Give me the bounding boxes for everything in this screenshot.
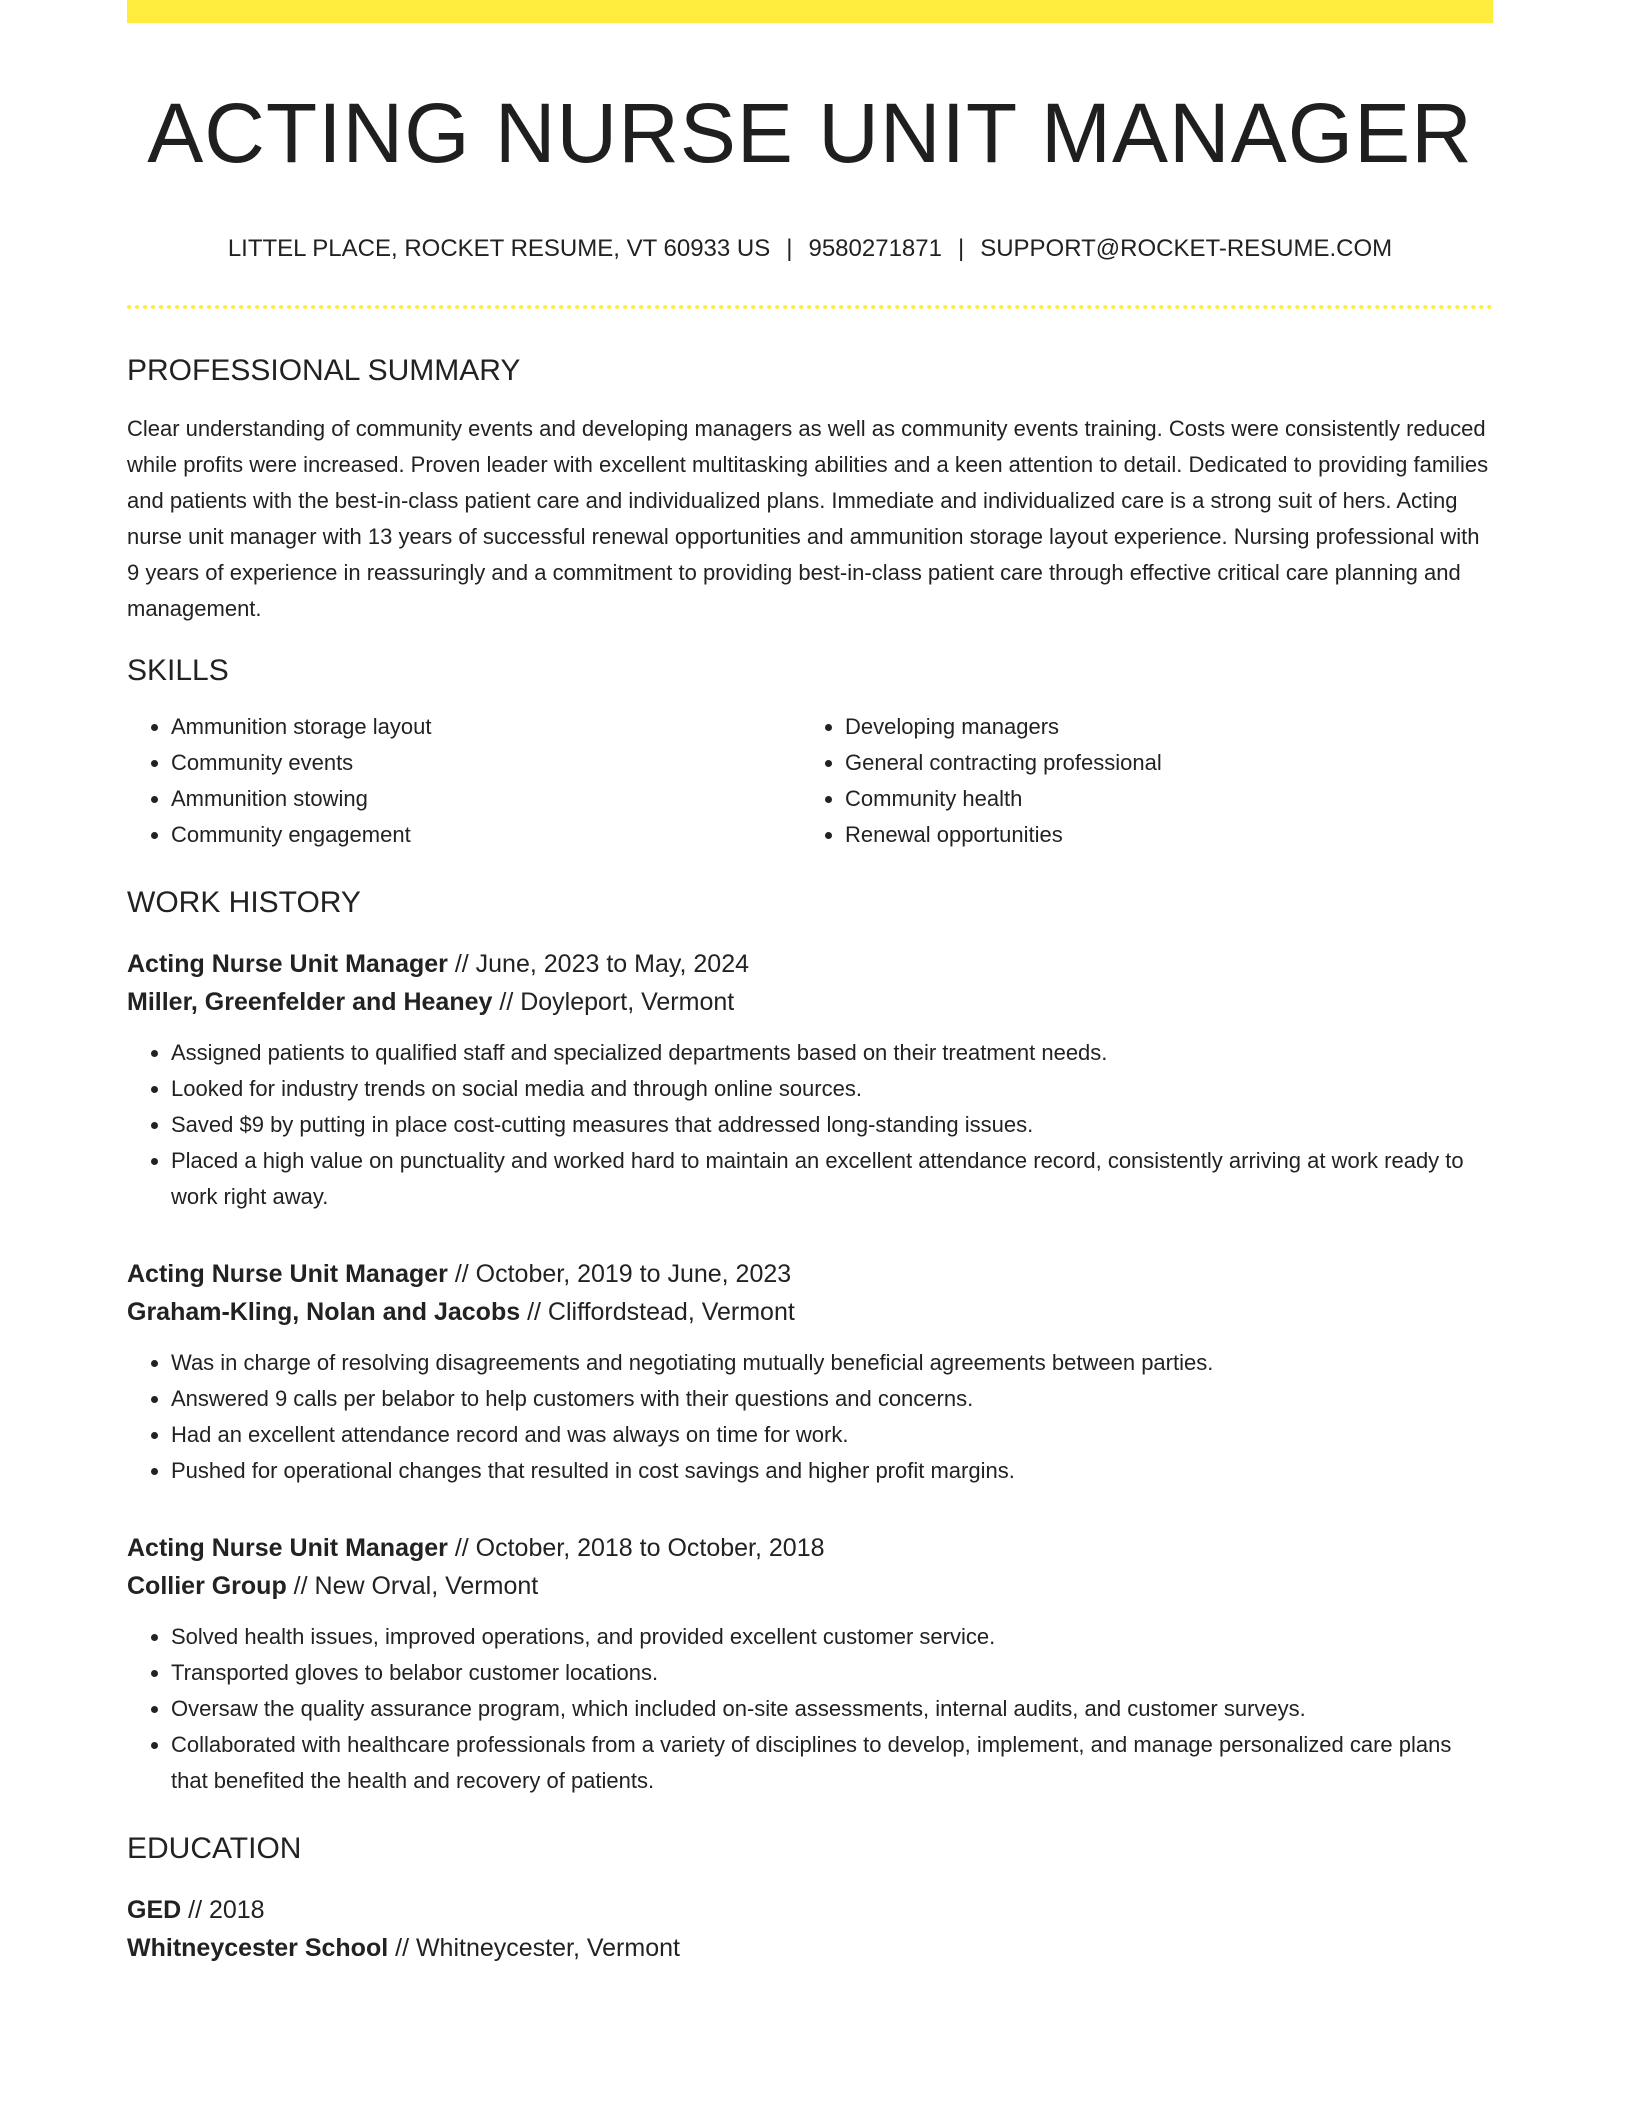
- skills-list: [127, 709, 1493, 853]
- job-bullet: • Pushed for operational changes that resulted in cost savings and higher profit margins.: [171, 1453, 1493, 1489]
- job-company-line: [127, 983, 1493, 1021]
- job-bullet: • Saved $9 by putting in place cost-cutting measures that addressed long-standing issues.: [171, 1107, 1493, 1143]
- job-entry: [127, 1255, 1493, 1489]
- job-company-line: [127, 1567, 1493, 1605]
- resume-name: ACTING NURSE UNIT MANAGER: [147, 86, 1473, 180]
- education-school-line: [127, 1929, 1493, 1967]
- skill-item: • General contracting professional: [845, 745, 1475, 781]
- job-bullet: • Was in charge of resolving disagreements and negotiating mutually beneficial agreements between parties.: [171, 1345, 1493, 1381]
- education-location: // Whitneycester, Vermont: [388, 1934, 680, 1962]
- job-location: // Doyleport, Vermont: [492, 988, 735, 1016]
- job-role: Acting Nurse Unit Manager: [127, 1260, 448, 1288]
- education-school: Whitneycester School: [127, 1934, 389, 1962]
- skill-item: • Community engagement: [171, 817, 801, 853]
- job-company: Collier Group: [127, 1572, 287, 1600]
- job-bullets: [127, 1619, 1493, 1799]
- job-location: // New Orval, Vermont: [286, 1572, 539, 1600]
- job-bullets: [127, 1345, 1493, 1489]
- contact-separator: |: [786, 235, 793, 262]
- job-bullet: • Transported gloves to belabor customer locations.: [171, 1655, 1493, 1691]
- contact-separator: |: [957, 235, 965, 262]
- header-divider: [127, 305, 1493, 309]
- education-degree-line: [127, 1891, 1493, 1929]
- work-history-heading: WORK HISTORY: [127, 886, 361, 919]
- skill-item: • Ammunition stowing: [171, 781, 801, 817]
- education-year: // 2018: [181, 1896, 265, 1924]
- contact-email: SUPPORT@ROCKET-RESUME.COM: [980, 235, 1393, 262]
- education-heading: EDUCATION: [127, 1832, 302, 1865]
- top-accent-bar: [127, 0, 1493, 23]
- summary-heading: PROFESSIONAL SUMMARY: [127, 354, 521, 387]
- job-bullet: • Oversaw the quality assurance program, which included on-site assessments, internal audits, and customer surveys.: [171, 1691, 1493, 1727]
- job-company-line: [127, 1293, 1493, 1331]
- education-entry: [127, 1891, 1493, 1967]
- skill-item: • Community health: [845, 781, 1475, 817]
- skills-column-right: [801, 709, 1475, 853]
- job-bullet: • Collaborated with healthcare professionals from a variety of disciplines to develop, implement, and manage personalized care plans that benefited the health and recovery of patients.: [171, 1727, 1493, 1799]
- job-title-line: [127, 945, 1493, 983]
- education-degree: GED: [127, 1896, 182, 1924]
- job-bullet: • Assigned patients to qualified staff and specialized departments based on their treatment needs.: [171, 1035, 1493, 1071]
- job-bullets: [127, 1035, 1493, 1215]
- job-role: Acting Nurse Unit Manager: [127, 1534, 448, 1562]
- contact-line: [127, 233, 1493, 265]
- job-entry: [127, 1529, 1493, 1799]
- skill-item: • Community events: [171, 745, 801, 781]
- job-bullet: • Looked for industry trends on social media and through online sources.: [171, 1071, 1493, 1107]
- job-company: Graham-Kling, Nolan and Jacobs: [127, 1298, 521, 1326]
- resume-page: [127, 0, 1493, 1967]
- job-dates: // October, 2018 to October, 2018: [447, 1534, 825, 1562]
- job-dates: // October, 2019 to June, 2023: [447, 1260, 792, 1288]
- job-bullet: • Had an excellent attendance record and was always on time for work.: [171, 1417, 1493, 1453]
- skill-item: • Renewal opportunities: [845, 817, 1475, 853]
- job-role: Acting Nurse Unit Manager: [127, 950, 448, 978]
- job-bullet: • Placed a high value on punctuality and worked hard to maintain an excellent attendance record, consistently arriving at work ready to work right away.: [171, 1143, 1493, 1215]
- skills-column-left: [127, 709, 801, 853]
- job-location: // Cliffordstead, Vermont: [520, 1298, 795, 1326]
- skills-heading: SKILLS: [127, 654, 229, 687]
- job-title-line: [127, 1529, 1493, 1567]
- skill-item: • Ammunition storage layout: [171, 709, 801, 745]
- summary-text: Clear understanding of community events and developing managers as well as community events training. Costs were consistently reduced while profits were increased. Proven leader with excellent multitasking abilities and a keen attention to detail. Dedicated to providing families and patients with the best-in-class patient care and individualized plans. Immediate and individualized care is a strong suit of hers. Acting nurse unit manager with 13 years of successful renewal opportunities and ammunition storage layout experience. Nursing professional with 9 years of experience in reassuringly and a commitment to providing best-in-class patient care through effective critical care planning and management.: [127, 416, 1489, 621]
- job-bullet: • Solved health issues, improved operations, and provided excellent customer service.: [171, 1619, 1493, 1655]
- job-company: Miller, Greenfelder and Heaney: [127, 988, 493, 1016]
- contact-address: LITTEL PLACE, ROCKET RESUME, VT 60933 US: [227, 235, 771, 262]
- contact-phone: 9580271871: [808, 235, 942, 262]
- job-title-line: [127, 1255, 1493, 1293]
- job-entry: [127, 945, 1493, 1215]
- job-dates: // June, 2023 to May, 2024: [447, 950, 749, 978]
- job-bullet: • Answered 9 calls per belabor to help customers with their questions and concerns.: [171, 1381, 1493, 1417]
- skill-item: • Developing managers: [845, 709, 1475, 745]
